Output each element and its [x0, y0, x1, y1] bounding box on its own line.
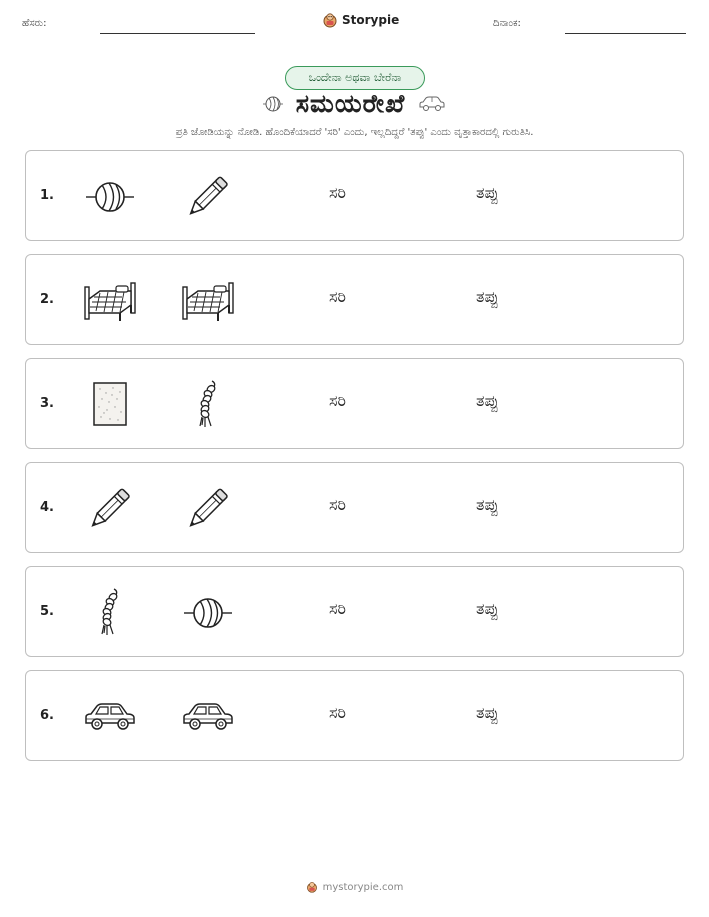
- option-wrong[interactable]: ತಪ್ಪು: [476, 495, 499, 514]
- ball-icon: [262, 95, 284, 113]
- pencil-icon: [82, 481, 138, 537]
- rope-icon: [180, 377, 236, 433]
- brand-name: Storypie: [342, 13, 400, 27]
- footer: [0, 881, 709, 893]
- name-line[interactable]: [100, 33, 255, 34]
- option-correct[interactable]: ಸರಿ: [329, 183, 346, 202]
- option-correct[interactable]: ಸರಿ: [329, 495, 346, 514]
- option-wrong[interactable]: ತಪ್ಪು: [476, 391, 499, 410]
- date-line[interactable]: [565, 33, 686, 34]
- question-number: 3.: [40, 396, 54, 411]
- question-row-2: [25, 254, 684, 345]
- bed-icon: [82, 273, 138, 329]
- pencil-icon: [180, 481, 236, 537]
- instructions: ಪ್ರತಿ ಜೋಡಿಯನ್ನು ನೋಡಿ. ಹೊಂದಿಕೆಯಾದರೆ 'ಸರಿ' ಎಂದು, ಇಲ್ಲದಿದ್ದರೆ 'ತಪ್ಪು' ಎಂದು ವೃತ್ತಾಕಾರದಲ್ಲಿ ಗುರುತಿಸಿ.: [175, 127, 534, 138]
- category-pill: ಒಂದೇನಾ ಅಥವಾ ಬೇರೆನಾ: [285, 66, 425, 90]
- ball-icon: [82, 169, 138, 225]
- option-correct[interactable]: ಸರಿ: [329, 287, 346, 306]
- storypie-logo-icon: [322, 12, 338, 28]
- question-number: 2.: [40, 292, 54, 307]
- question-row-5: [25, 566, 684, 657]
- bed-icon: [180, 273, 236, 329]
- option-wrong[interactable]: ತಪ್ಪು: [476, 703, 499, 722]
- question-number: 1.: [40, 188, 54, 203]
- name-label: ಹೆಸರು:: [22, 18, 47, 29]
- footer-url[interactable]: mystorypie.com: [322, 881, 404, 893]
- date-label: ದಿನಾಂಕ:: [493, 18, 521, 29]
- rope-icon: [82, 585, 138, 641]
- title-row: [0, 89, 709, 119]
- option-correct[interactable]: ಸರಿ: [329, 391, 346, 410]
- pencil-icon: [180, 169, 236, 225]
- question-row-1: [25, 150, 684, 241]
- brand: [322, 12, 399, 28]
- car-icon: [417, 94, 447, 114]
- question-row-4: [25, 462, 684, 553]
- question-number: 5.: [40, 604, 54, 619]
- option-wrong[interactable]: ತಪ್ಪು: [476, 183, 499, 202]
- paper-icon: [82, 377, 138, 433]
- option-correct[interactable]: ಸರಿ: [329, 703, 346, 722]
- option-correct[interactable]: ಸರಿ: [329, 599, 346, 618]
- car-icon: [180, 689, 236, 745]
- question-number: 4.: [40, 500, 54, 515]
- question-row-3: [25, 358, 684, 449]
- question-row-6: [25, 670, 684, 761]
- option-wrong[interactable]: ತಪ್ಪು: [476, 599, 499, 618]
- ball-icon: [180, 585, 236, 641]
- storypie-logo-icon: [306, 881, 318, 893]
- car-icon: [82, 689, 138, 745]
- option-wrong[interactable]: ತಪ್ಪು: [476, 287, 499, 306]
- question-number: 6.: [40, 708, 54, 723]
- page-title: ಸಮಯರೇಖೆ: [295, 89, 406, 118]
